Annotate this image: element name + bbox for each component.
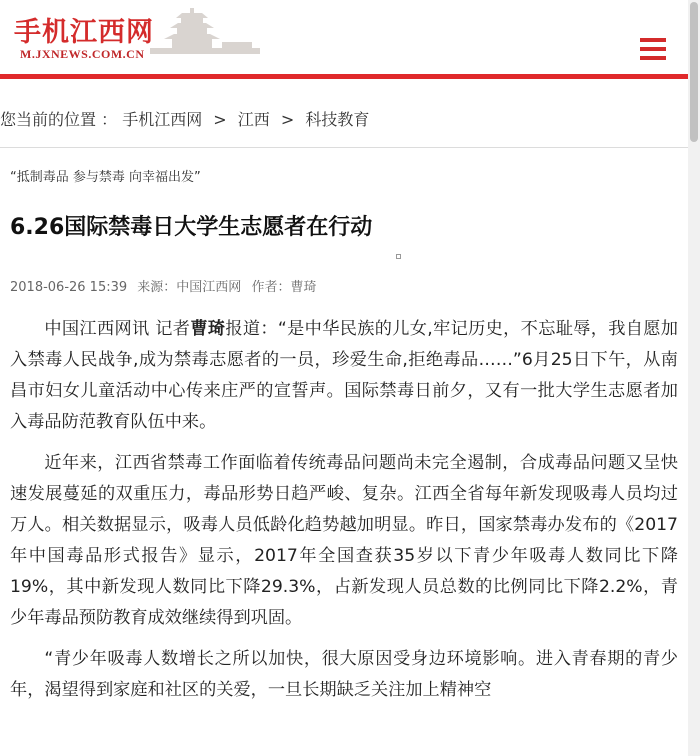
scrollbar-thumb[interactable] bbox=[690, 2, 698, 142]
site-logo-title[interactable]: 手机江西网 bbox=[14, 17, 154, 48]
breadcrumb-separator: > bbox=[213, 110, 227, 129]
article-slogan: “抵制毒品 参与禁毒 向幸福出发” bbox=[10, 170, 201, 185]
page-scrollbar[interactable] bbox=[688, 0, 700, 756]
dot-marker bbox=[396, 254, 401, 259]
site-header bbox=[0, 0, 688, 76]
article-source: 来源：中国江西网 bbox=[137, 280, 242, 295]
article-paragraph: 近年来，江西省禁毒工作面临着传统毒品问题尚未完全遏制，合成毒品问题又呈快速发展蔓延的双重压力，毒品形势日趋严峻、复杂。江西全省每年新发现吸毒人员均过万人。相关数据显示，吸毒人员低龄化趋势越加明显。昨日，国家禁毒办发布的《2017年中国毒品形式报告》显示，2017年全国查获35岁以下青少年吸毒人数同比下降19%，其中新发现人数同比下降29.3%，占新发现人员总数的比例同比下降2.2%，青少年毒品预防教育成效继续得到巩固。 bbox=[10, 453, 678, 628]
breadcrumb-tech-education-link[interactable]: 科技教育 bbox=[305, 110, 370, 129]
article-body bbox=[10, 314, 678, 716]
pavilion-logo-icon bbox=[150, 6, 260, 58]
menu-button[interactable] bbox=[640, 38, 666, 60]
article-author: 作者：曹琦 bbox=[251, 280, 317, 295]
breadcrumb-home-link[interactable]: 手机江西网 bbox=[122, 110, 203, 129]
article-date: 2018-06-26 15:39 bbox=[10, 280, 128, 295]
article-paragraph: 中国江西网讯 记者曹琦报道：“是中华民族的儿女,牢记历史，不忘耻辱，我自愿加入禁毒人民战争,成为禁毒志愿者的一员，珍爱生命,拒绝毒品……”6月25日下午，从南昌市妇女儿童活动中心传来庄严的宣誓声。国际禁毒日前夕，又有一批大学生志愿者加入毒品防范教育队伍中来。 bbox=[10, 319, 678, 432]
breadcrumb bbox=[0, 108, 688, 132]
article-title: 6.26国际禁毒日大学生志愿者在行动 bbox=[10, 215, 373, 240]
breadcrumb-prefix: 您当前的位置 ： bbox=[0, 110, 118, 129]
breadcrumb-separator: > bbox=[280, 110, 295, 129]
breadcrumb-jiangxi-link[interactable]: 江西 bbox=[237, 110, 270, 129]
header-accent-bar bbox=[0, 74, 688, 79]
hamburger-menu-icon bbox=[640, 38, 666, 42]
article-meta bbox=[10, 276, 316, 295]
article-paragraph: “青少年吸毒人数增长之所以加快，很大原因受身边环境影响。进入青春期的青少年，渴望得到家庭和社区的关爱，一旦长期缺乏关注加上精神空 bbox=[10, 649, 678, 700]
breadcrumb-divider bbox=[0, 147, 688, 148]
site-logo-url[interactable]: M.JXNEWS.COM.CN bbox=[20, 47, 145, 61]
reporter-name: 曹琦 bbox=[190, 319, 226, 339]
